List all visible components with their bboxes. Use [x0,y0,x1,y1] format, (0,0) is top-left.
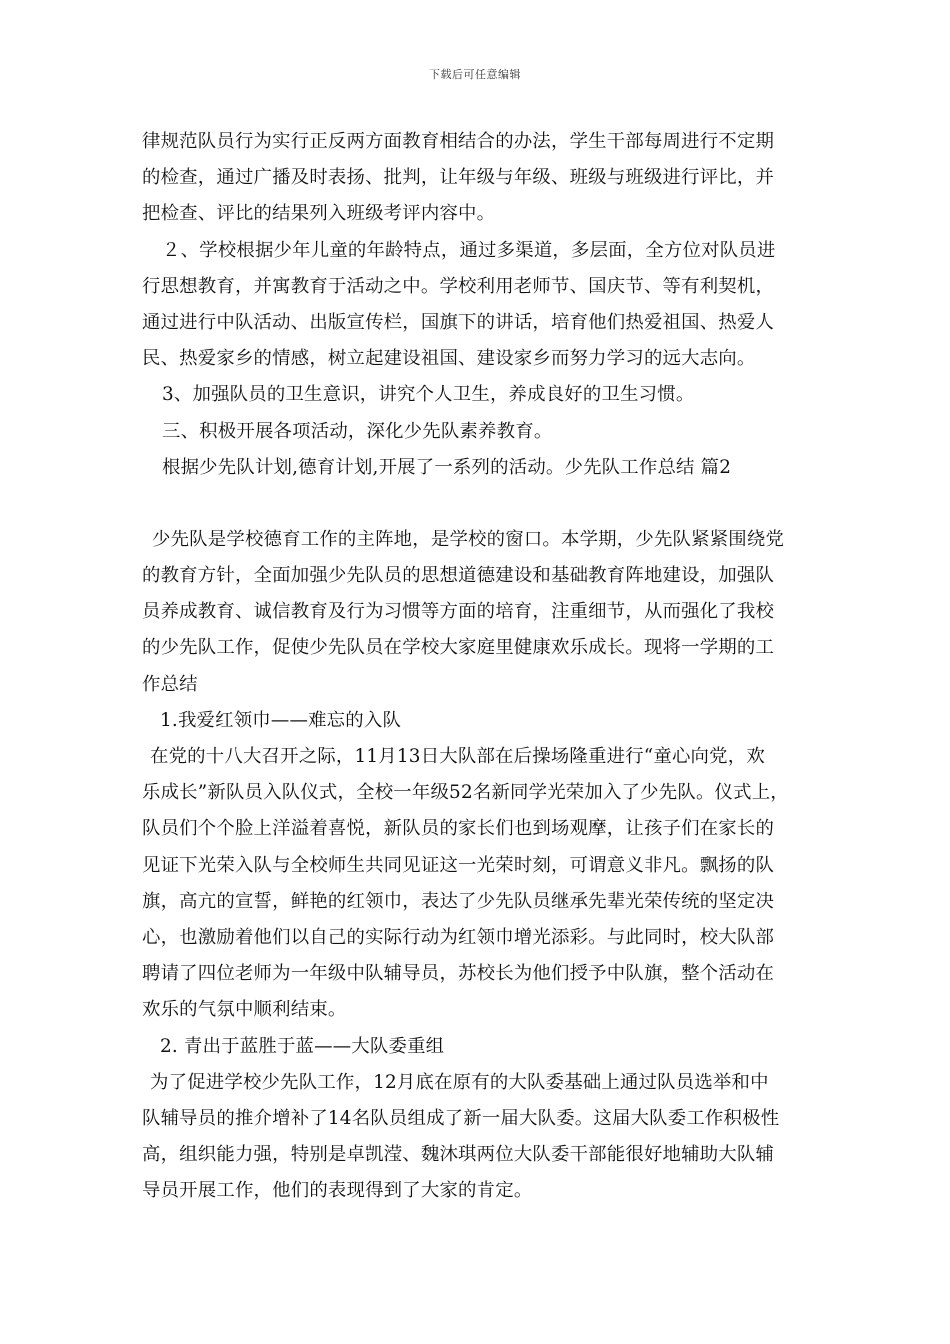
paragraph-line: 见证下光荣入队与全校师生共同见证这一光荣时刻，可谓意义非凡。飘扬的队 [142,854,775,876]
paragraph-line: 旗，高亢的宣誓，鲜艳的红领巾，表达了少先队员继承先辈光荣传统的坚定决 [142,890,775,912]
page-header: 下载后可任意编辑 [429,68,521,81]
paragraph-line: 作总结 [142,673,198,695]
paragraph-line: 欢乐的气氛中顺利结束。 [142,999,347,1021]
subheading-line: 1.我爱红领巾——难忘的入队 [160,709,402,731]
paragraph-line: 律规范队员行为实行正反两方面教育相结合的办法，学生干部每周进行不定期 [142,131,775,152]
blank-line [142,486,832,522]
paragraph-line: ２、学校根据少年儿童的年龄特点，通过多渠道，多层面，全方位对队员进 [162,239,776,261]
paragraph-line: 的少先队工作，促使少先队员在学校大家庭里健康欢乐成长。现将一学期的工 [142,637,775,659]
paragraph-line: 在党的十八大召开之际，11月13日大队部在后操场隆重进行“童心向党，欢 [150,746,765,767]
paragraph-line: 3、加强队员的卫生意识，讲究个人卫生，养成良好的卫生习惯。 [162,384,695,406]
paragraph-line: 少先队是学校德育工作的主阵地，是学校的窗口。本学期，少先队紧紧围绕党 [152,528,785,550]
document-body [142,124,832,1209]
paragraph-line: 通过进行中队活动、出版宣传栏，国旗下的讲话，培育他们热爱祖国、热爱人 [142,311,775,333]
paragraph-line: 把检查、评比的结果列入班级考评内容中。 [142,203,496,225]
paragraph-line: 心，也激励着他们以自己的实际行动为红领巾增光添彩。与此同时，校大队部 [142,926,775,948]
paragraph-line: 高，组织能力强，特别是卓凯滢、魏沐琪两位大队委干部能很好地辅助大队辅 [142,1144,775,1166]
paragraph-line: 聘请了四位老师为一年级中队辅导员，苏校长为他们授予中队旗，整个活动在 [142,963,775,985]
subheading-line: 2. 青出于蓝胜于蓝——大队委重组 [160,1035,445,1057]
paragraph-line: 导员开展工作，他们的表现得到了大家的肯定。 [142,1180,533,1202]
paragraph-line: 的检查，通过广播及时表扬、批判，让年级与年级、班级与班级进行评比，并 [142,167,775,189]
section-heading-line: 根据少先队计划,德育计划,开展了一系列的活动。少先队工作总结 篇2 [162,456,732,478]
paragraph-line: 队辅导员的推介增补了14名队员组成了新一届大队委。这届大队委工作积极性 [142,1107,780,1129]
paragraph-line: 队员们个个脸上洋溢着喜悦，新队员的家长们也到场观摩，让孩子们在家长的 [142,818,775,840]
paragraph-line: 为了促进学校少先队工作，12月底在原有的大队委基础上通过队员选举和中 [150,1071,769,1093]
paragraph-line: 三、积极开展各项活动，深化少先队素养教育。 [162,420,553,442]
paragraph-line: 行思想教育，并寓教育于活动之中。学校利用老师节、国庆节、等有利契机， [142,275,775,297]
paragraph-line: 员养成教育、诚信教育及行为习惯等方面的培育，注重细节，从而强化了我校 [142,601,775,623]
paragraph-line: 的教育方针，全面加强少先队员的思想道德建设和基础教育阵地建设，加强队 [142,565,775,587]
paragraph-line: 乐成长”新队员入队仪式，全校一年级52名新同学光荣加入了少先队。仪式上， [142,782,789,804]
paragraph-line: 民、热爱家乡的情感，树立起建设祖国、建设家乡而努力学习的远大志向。 [142,348,756,370]
